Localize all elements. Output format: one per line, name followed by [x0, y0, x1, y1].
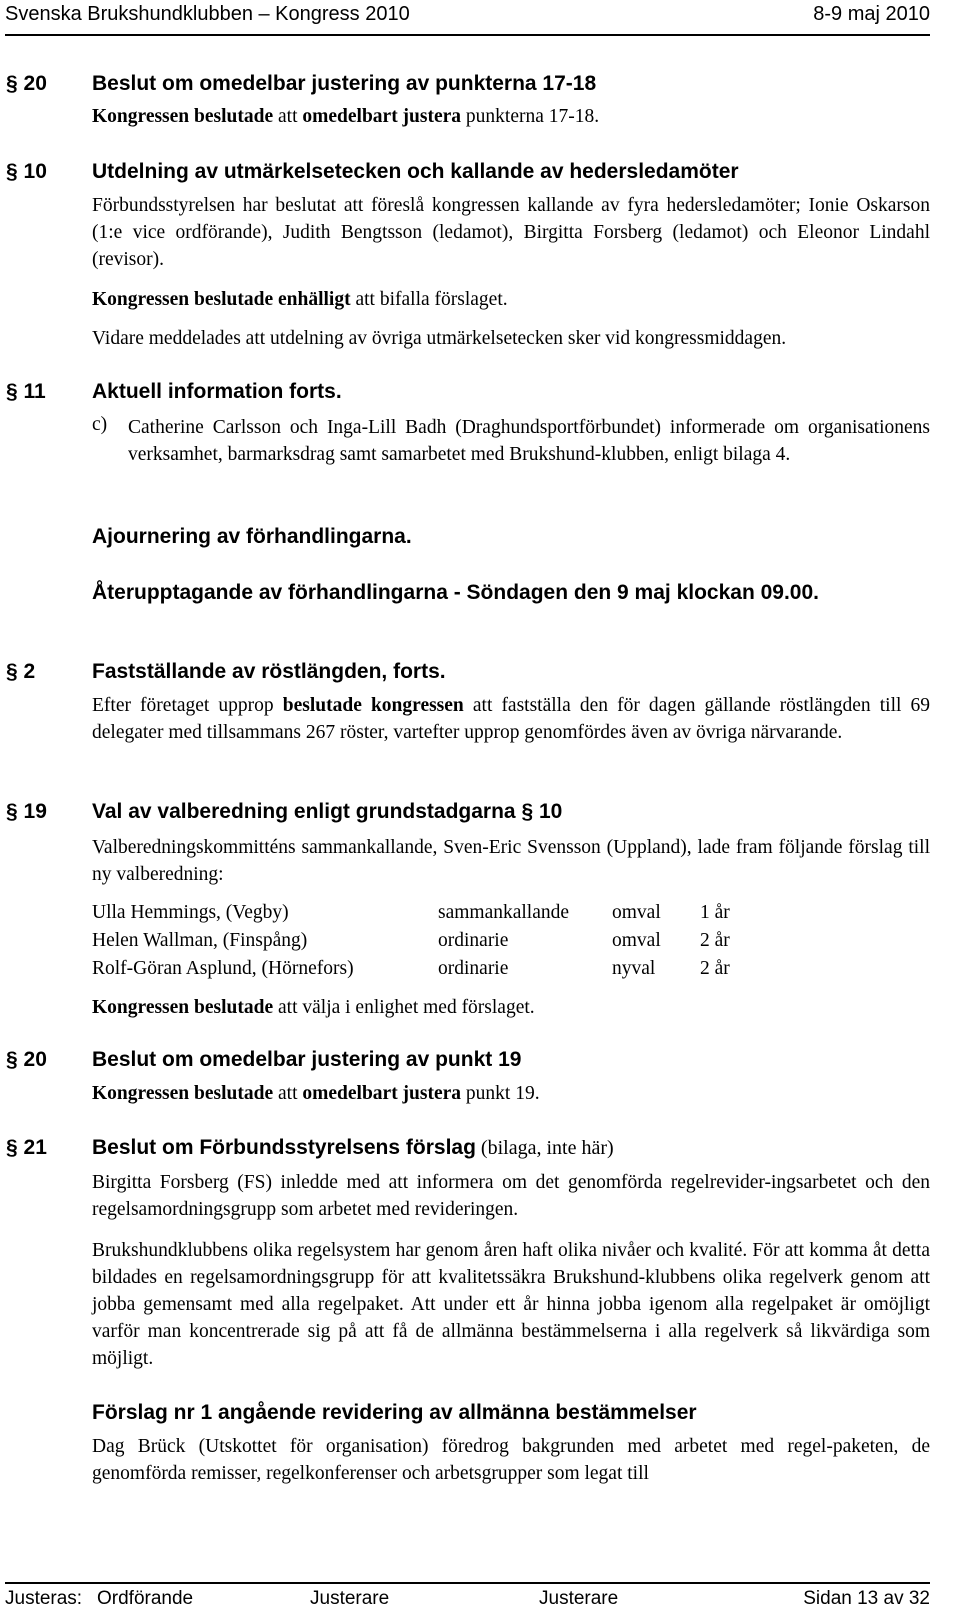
table-cell-name: Helen Wallman, (Finspång)	[92, 930, 308, 951]
resumption-heading: Återupptagande av förhandlingarna - Söndagen den 9 maj klockan 09.00.	[92, 581, 820, 604]
table-cell-name: Ulla Hemmings, (Vegby)	[92, 902, 289, 923]
table-cell-name: Rolf-Göran Asplund, (Hörnefors)	[92, 958, 354, 979]
section-title: Beslut om omedelbar justering av punkt 19	[92, 1048, 522, 1071]
table-cell-term: 2 år	[700, 930, 730, 951]
sub-heading: Förslag nr 1 angående revidering av allmänna bestämmelser	[92, 1401, 697, 1424]
section-number: § 19	[6, 800, 47, 823]
section-title: Beslut om Förbundsstyrelsens förslag (bilaga, inte här)	[92, 1136, 614, 1159]
adjournment-heading: Ajournering av förhandlingarna.	[92, 525, 412, 548]
table-cell-type: nyval	[612, 958, 656, 979]
paragraph: Dag Brück (Utskottet för organisation) föredrog bakgrunden med arbetet med regel-paketen, de genomförda remisser, regelkonferenser och arbetsgrupper som legat till	[92, 1436, 930, 1484]
section-number: § 10	[6, 160, 47, 183]
page-number: Sidan 13 av 32	[803, 1588, 930, 1609]
section-title: Fastställande av röstlängden, forts.	[92, 660, 446, 683]
section-title: Val av valberedning enligt grundstadgarna § 10	[92, 800, 563, 823]
table-cell-type: omval	[612, 930, 661, 951]
decision-line: Kongressen beslutade att omedelbart justera punkterna 17-18.	[92, 106, 600, 127]
table-cell-term: 2 år	[700, 958, 730, 979]
decision-line: Kongressen beslutade att omedelbart justera punkt 19.	[92, 1083, 540, 1104]
page-footer	[5, 1582, 930, 1614]
paragraph: Efter företaget upprop beslutade kongressen att fastställa den för dagen gällande röstlängden till 69 delegater med tillsammans 267 röster, vartefter upprop genomfördes även av övriga närvarande.	[92, 695, 930, 743]
page-header	[5, 0, 930, 36]
section-number: § 11	[6, 380, 46, 403]
paragraph: Vidare meddelades att utdelning av övriga utmärkelsetecken sker vid kongressmiddagen.	[92, 328, 787, 349]
footer-sign-adjuster-1: Justerare	[310, 1588, 390, 1609]
paragraph: Birgitta Forsberg (FS) inledde med att informera om det genomförda regelrevider-ingsarbetet och den regelsamordningsgrupp som arbetet med revideringen.	[92, 1172, 930, 1220]
list-item-label: c)	[92, 414, 108, 435]
table-cell-role: ordinarie	[438, 930, 509, 951]
paragraph: Brukshundklubbens olika regelsystem har genom åren haft olika nivåer och kvalité. För att komma åt detta bildades en regelsamordningsgrupp för att kvalitetssäkra Brukshund-klubbens olika regelverk genom att jobba gemensamt med alla regelpaket. Att under ett år hinna jobba igenom alla regelpaket är omöjligt varför man koncentrerade sig på att få de allmänna bestämmelserna i alla regelverk så likvärdiga som möjligt.	[92, 1240, 930, 1369]
section-title: Utdelning av utmärkelsetecken och kallande av hedersledamöter	[92, 160, 739, 183]
footer-sign-adjuster-2: Justerare	[539, 1588, 619, 1609]
table-cell-type: omval	[612, 902, 661, 923]
header-title: Svenska Brukshundklubben – Kongress 2010	[5, 3, 410, 25]
decision-line: Kongressen beslutade enhälligt att bifalla förslaget.	[92, 289, 508, 310]
section-number: § 20	[6, 72, 47, 95]
table-cell-role: ordinarie	[438, 958, 509, 979]
list-item-text: Catherine Carlsson och Inga-Lill Badh (Draghundsportförbundet) informerade om organisationens verksamhet, barmarksdrag samt samarbetet med Brukshund-klubben, enligt bilaga 4.	[128, 417, 930, 465]
table-cell-term: 1 år	[700, 902, 730, 923]
paragraph: Förbundsstyrelsen har beslutat att föreslå kongressen kallande av fyra hedersledamöter; Ionie Oskarson (1:e vice ordförande), Judith Bengtsson (ledamot), Birgitta Forsberg (ledamot) och Eleonor Lindahl (revisor).	[92, 195, 930, 270]
table-cell-role: sammankallande	[438, 902, 570, 923]
section-title: Aktuell information forts.	[92, 380, 342, 403]
header-date: 8-9 maj 2010	[813, 3, 930, 25]
section-number: § 20	[6, 1048, 47, 1071]
decision-line: Kongressen beslutade att välja i enlighet med förslaget.	[92, 997, 535, 1018]
footer-sign-chair: Ordförande	[97, 1588, 194, 1609]
section-number: § 2	[6, 660, 36, 683]
section-title: Beslut om omedelbar justering av punkterna 17-18	[92, 72, 597, 95]
section-number: § 21	[6, 1136, 47, 1159]
footer-label: Justeras:	[5, 1588, 83, 1609]
paragraph: Valberedningskommitténs sammankallande, Sven-Eric Svensson (Uppland), lade fram följande förslag till ny valberedning:	[92, 837, 930, 885]
